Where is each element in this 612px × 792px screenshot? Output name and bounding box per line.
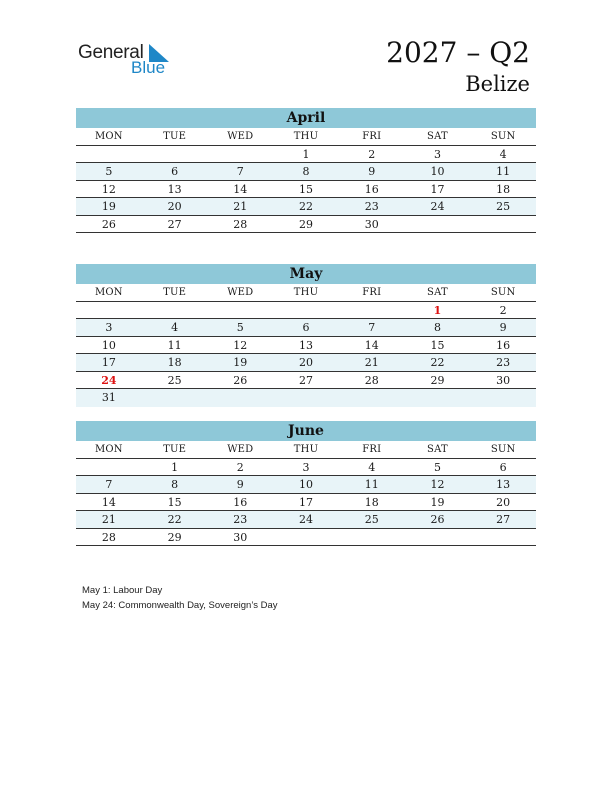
day-cell: 4 xyxy=(368,460,376,474)
weekday-label: SUN xyxy=(490,131,516,142)
logo-blue-text: Blue xyxy=(131,58,166,77)
day-cell: 21 xyxy=(364,356,379,369)
page-title: 2027 – Q2 xyxy=(386,36,530,69)
empty-day-cell xyxy=(339,529,405,546)
empty-day-cell xyxy=(207,146,273,163)
empty-day-cell xyxy=(273,529,339,546)
empty-day-cell xyxy=(405,529,471,546)
day-cell: 23 xyxy=(233,513,248,526)
day-cell: 13 xyxy=(496,478,511,491)
weekday-label: FRI xyxy=(362,444,382,455)
day-cell: 26 xyxy=(233,373,248,387)
day-cell: 10 xyxy=(299,478,314,491)
holiday-note: May 24: Commonwealth Day, Sovereign’s Day xyxy=(82,600,278,611)
week-row xyxy=(76,476,536,494)
day-cell: 18 xyxy=(496,182,511,196)
day-cell: 24 xyxy=(430,200,445,213)
week-row xyxy=(76,146,536,164)
day-cell: 8 xyxy=(302,165,310,178)
day-cell: 2 xyxy=(236,460,244,474)
weekday-label: MON xyxy=(94,287,123,298)
day-cell: 31 xyxy=(101,391,116,404)
day-cell: 19 xyxy=(430,495,445,509)
week-row xyxy=(76,216,536,234)
week-row xyxy=(76,302,536,320)
day-cell: 11 xyxy=(364,478,379,491)
empty-day-cell xyxy=(142,146,208,163)
day-cell: 30 xyxy=(364,217,379,231)
day-cell: 16 xyxy=(364,182,379,196)
country-name: Belize xyxy=(465,72,530,96)
day-cell: 6 xyxy=(499,460,507,474)
empty-day-cell xyxy=(76,146,142,163)
day-cell: 9 xyxy=(368,165,376,178)
weekday-label: TUE xyxy=(163,444,187,455)
day-cell: 9 xyxy=(499,321,507,334)
empty-day-cell xyxy=(470,529,536,546)
day-cell: 26 xyxy=(101,217,116,231)
day-cell: 27 xyxy=(299,373,314,387)
day-cell: 28 xyxy=(364,373,379,387)
day-cell: 21 xyxy=(101,513,116,526)
day-cell: 21 xyxy=(233,200,248,213)
day-cell: 29 xyxy=(167,530,182,544)
day-cell: 24 xyxy=(299,513,314,526)
weekday-label: SAT xyxy=(427,444,448,455)
day-cell: 20 xyxy=(299,356,314,369)
day-cell: 15 xyxy=(430,338,445,352)
weekday-label: THU xyxy=(293,131,319,142)
week-row xyxy=(76,372,536,390)
holiday-notes xyxy=(82,583,278,613)
empty-day-cell xyxy=(339,302,405,319)
day-cell: 12 xyxy=(101,182,116,196)
month-header: June xyxy=(76,421,536,441)
day-cell: 7 xyxy=(105,478,113,491)
day-cell: 22 xyxy=(299,200,314,213)
weekday-label: FRI xyxy=(362,287,382,298)
empty-day-cell xyxy=(142,389,208,407)
day-cell: 18 xyxy=(364,495,379,509)
day-cell: 17 xyxy=(101,356,116,369)
weekday-label: SUN xyxy=(490,444,516,455)
week-row xyxy=(76,389,536,407)
week-row xyxy=(76,459,536,477)
empty-day-cell xyxy=(76,302,142,319)
weekday-label: MON xyxy=(94,131,123,142)
day-cell: 14 xyxy=(101,495,116,509)
day-cell: 20 xyxy=(167,200,182,213)
day-cell: 20 xyxy=(496,495,511,509)
day-cell: 29 xyxy=(430,373,445,387)
weekday-row xyxy=(76,284,536,302)
day-cell: 15 xyxy=(299,182,314,196)
week-row xyxy=(76,198,536,216)
day-cell: 24 xyxy=(101,373,117,387)
day-cell: 11 xyxy=(167,338,182,352)
day-cell: 19 xyxy=(233,356,248,369)
day-cell: 12 xyxy=(430,478,445,491)
day-cell: 17 xyxy=(430,182,445,196)
day-cell: 13 xyxy=(167,182,182,196)
day-cell: 1 xyxy=(433,303,442,317)
day-cell: 19 xyxy=(101,200,116,213)
week-row xyxy=(76,494,536,512)
day-cell: 26 xyxy=(430,513,445,526)
day-cell: 3 xyxy=(433,147,441,161)
logo xyxy=(78,40,178,80)
day-cell: 8 xyxy=(433,321,441,334)
day-cell: 7 xyxy=(368,321,376,334)
day-cell: 1 xyxy=(302,147,310,161)
weekday-label: WED xyxy=(227,444,254,455)
day-cell: 18 xyxy=(167,356,182,369)
day-cell: 6 xyxy=(171,165,179,178)
day-cell: 8 xyxy=(171,478,179,491)
day-cell: 14 xyxy=(364,338,379,352)
weekday-row xyxy=(76,441,536,459)
week-row xyxy=(76,163,536,181)
month-june xyxy=(76,421,536,546)
month-april xyxy=(76,108,536,233)
day-cell: 2 xyxy=(368,147,376,161)
day-cell: 23 xyxy=(496,356,511,369)
empty-day-cell xyxy=(273,389,339,407)
day-cell: 12 xyxy=(233,338,248,352)
day-cell: 25 xyxy=(364,513,379,526)
day-cell: 4 xyxy=(171,321,179,334)
holiday-note: May 1: Labour Day xyxy=(82,585,163,596)
week-row xyxy=(76,181,536,199)
empty-day-cell xyxy=(273,302,339,319)
day-cell: 2 xyxy=(499,303,507,317)
day-cell: 22 xyxy=(430,356,445,369)
day-cell: 15 xyxy=(167,495,182,509)
week-row xyxy=(76,319,536,337)
weekday-label: TUE xyxy=(163,131,187,142)
empty-day-cell xyxy=(142,302,208,319)
weekday-label: WED xyxy=(227,287,254,298)
day-cell: 25 xyxy=(496,200,511,213)
day-cell: 28 xyxy=(101,530,116,544)
empty-day-cell xyxy=(207,302,273,319)
weekday-label: THU xyxy=(293,287,319,298)
month-header: April xyxy=(76,108,536,128)
weekday-label: WED xyxy=(227,131,254,142)
weekday-label: THU xyxy=(293,444,319,455)
day-cell: 10 xyxy=(101,338,116,352)
empty-day-cell xyxy=(405,389,471,407)
weekday-label: FRI xyxy=(362,131,382,142)
day-cell: 27 xyxy=(167,217,182,231)
weekday-label: MON xyxy=(94,444,123,455)
month-may xyxy=(76,264,536,407)
day-cell: 13 xyxy=(299,338,314,352)
day-cell: 5 xyxy=(105,165,113,178)
empty-day-cell xyxy=(405,216,471,233)
day-cell: 25 xyxy=(167,373,182,387)
day-cell: 11 xyxy=(496,165,511,178)
day-cell: 3 xyxy=(105,321,113,334)
empty-day-cell xyxy=(207,389,273,407)
day-cell: 14 xyxy=(233,182,248,196)
weekday-label: SUN xyxy=(490,287,516,298)
day-cell: 5 xyxy=(236,321,244,334)
empty-day-cell xyxy=(470,216,536,233)
empty-day-cell xyxy=(339,389,405,407)
weekday-label: SAT xyxy=(427,287,448,298)
day-cell: 22 xyxy=(167,513,182,526)
day-cell: 10 xyxy=(430,165,445,178)
day-cell: 27 xyxy=(496,513,511,526)
week-row xyxy=(76,511,536,529)
day-cell: 5 xyxy=(433,460,441,474)
week-row xyxy=(76,337,536,355)
logo-general-text: General xyxy=(78,42,144,63)
day-cell: 16 xyxy=(233,495,248,509)
empty-day-cell xyxy=(470,389,536,407)
empty-day-cell xyxy=(76,459,142,476)
day-cell: 6 xyxy=(302,321,310,334)
day-cell: 3 xyxy=(302,460,310,474)
weekday-label: TUE xyxy=(163,287,187,298)
day-cell: 9 xyxy=(236,478,244,491)
weekday-row xyxy=(76,128,536,146)
week-row xyxy=(76,529,536,547)
weekday-label: SAT xyxy=(427,131,448,142)
day-cell: 28 xyxy=(233,217,248,231)
week-row xyxy=(76,354,536,372)
day-cell: 30 xyxy=(233,530,248,544)
month-header: May xyxy=(76,264,536,284)
day-cell: 7 xyxy=(236,165,244,178)
day-cell: 4 xyxy=(499,147,507,161)
day-cell: 16 xyxy=(496,338,511,352)
day-cell: 23 xyxy=(364,200,379,213)
day-cell: 1 xyxy=(171,460,179,474)
day-cell: 17 xyxy=(299,495,314,509)
day-cell: 30 xyxy=(496,373,511,387)
day-cell: 29 xyxy=(299,217,314,231)
